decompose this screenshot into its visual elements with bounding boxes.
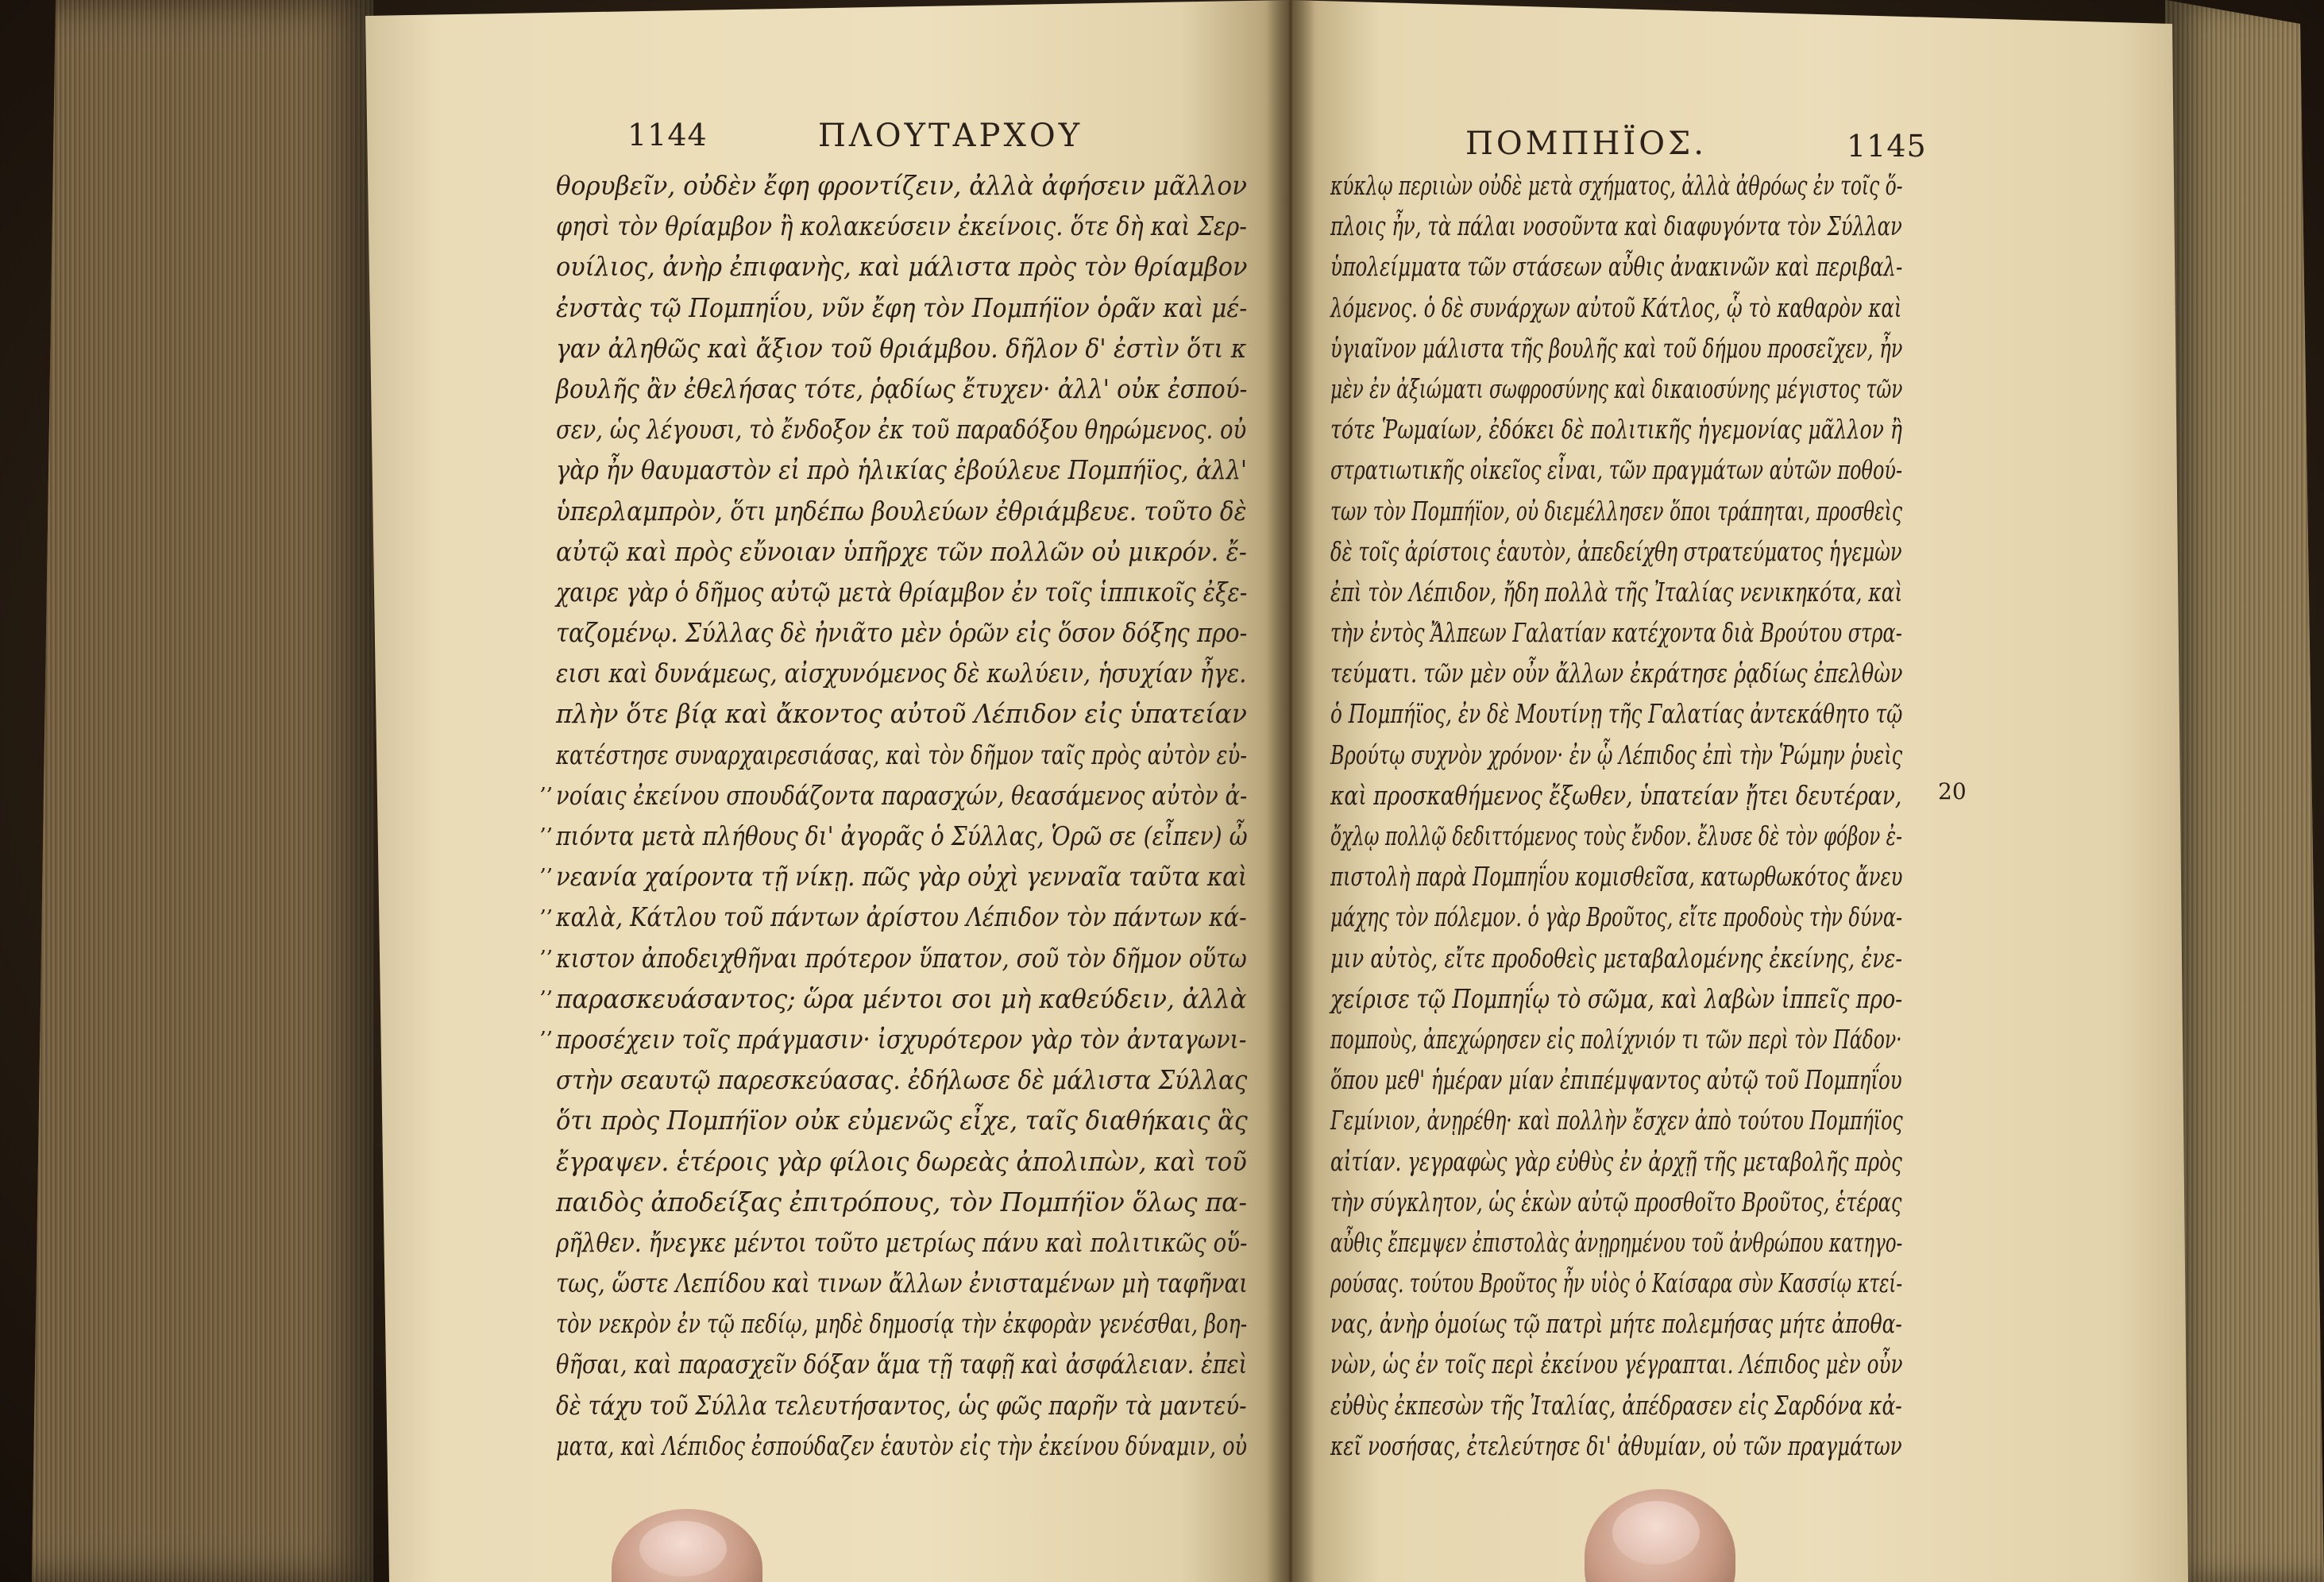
- text-line: τως, ὥστε Λεπίδου καὶ τινων ἄλλων ἐνισταμένων μὴ ταφῆναι: [556, 1268, 1248, 1299]
- text-line: πλὴν ὅτε βίᾳ καὶ ἄκοντος αὐτοῦ Λέπιδον εἰς ὑπατείαν: [556, 698, 1247, 730]
- text-line: των τὸν Πομπήϊον, οὐ διεμέλλησεν ὅποι τράπηται, προσθεὶς: [1330, 495, 1902, 527]
- text-line: νὼν, ὡς ἐν τοῖς περὶ ἐκείνου γέγραπται. Λέπιδος μὲν οὖν: [1330, 1349, 1903, 1380]
- text-line: κιστον ἀποδειχθῆναι πρότερον ὕπατον, σοῦ τὸν δῆμον οὕτω: [556, 942, 1247, 974]
- left-thumbnail: [639, 1521, 727, 1576]
- text-line: ὁ Πομπήϊος, ἐν δὲ Μουτίνῃ τῆς Γαλατίας ἀντεκάθητο τῷ: [1330, 698, 1903, 730]
- text-line: ρῆλθεν. ἤνεγκε μέντοι τοῦτο μετρίως πάνυ καὶ πολιτικῶς οὕ-: [556, 1226, 1248, 1258]
- text-line: ἐνστὰς τῷ Πομπηΐου, νῦν ἔφη τὸν Πομπήϊον ὁρᾶν καὶ μέ-: [556, 291, 1248, 323]
- book-gutter: [1267, 0, 1314, 1582]
- text-line: μάχης τὸν πόλεμον. ὁ γὰρ Βροῦτος, εἴτε προδοὺς τὴν δύνα-: [1330, 901, 1903, 933]
- text-line: πιστολὴ παρὰ Πομπηΐου κομισθεῖσα, κατωρθωκότος ἄνευ: [1330, 861, 1903, 893]
- text-line: ουίλιος, ἀνὴρ ἐπιφανὴς, καὶ μάλιστα πρὸς τὸν θρίαμβον: [556, 251, 1248, 283]
- left-page-body: [556, 165, 1255, 1466]
- text-line: πιόντα μετὰ πλήθους δι' ἀγορᾶς ὁ Σύλλας, Ὁρῶ σε (εἶπεν) ὦ: [556, 820, 1248, 851]
- text-line: παρασκευάσαντος; ὥρα μέντοι σοι μὴ καθεύδειν, ἀλλὰ: [556, 982, 1247, 1014]
- text-line: κατέστησε συναρχαιρεσιάσας, καὶ τὸν δῆμον ταῖς πρὸς αὐτὸν εὐ-: [556, 739, 1248, 770]
- left-page-edges: [0, 0, 373, 1582]
- text-line: κύκλῳ περιιὼν οὐδὲ μετὰ σχήματος, ἀλλὰ ἀθρόως ἐν τοῖς ὅ-: [1330, 170, 1903, 201]
- quote-mark: ,,: [540, 1015, 554, 1040]
- text-line: τὴν σύγκλητον, ὡς ἑκὼν αὐτῷ προσθοῖτο Βροῦτος, ἑτέρας: [1330, 1186, 1902, 1217]
- text-line: αἰτίαν. γεγραφὼς γὰρ εὐθὺς ἐν ἀρχῇ τῆς μεταβολῆς πρὸς: [1330, 1145, 1902, 1177]
- text-line: τὸν νεκρὸν ἐν τῷ πεδίῳ, μηδὲ δημοσίᾳ τὴν ἐκφορὰν γενέσθαι, βοη-: [556, 1308, 1248, 1340]
- text-line: ὅτι πρὸς Πομπήϊον οὐκ εὐμενῶς εἶχε, ταῖς διαθήκαις ἃς: [556, 1105, 1248, 1136]
- text-line: παιδὸς ἀποδείξας ἐπιτρόπους, τὸν Πομπήϊον ὅλως πα-: [556, 1186, 1247, 1217]
- left-quote-marks: [540, 763, 554, 1048]
- text-line: ρούσας. τούτου Βροῦτος ἦν υἱὸς ὁ Καίσαρα σὺν Κασσίῳ κτεί-: [1330, 1268, 1903, 1299]
- text-line: ὑπολείμματα τῶν στάσεων αὖθις ἀνακινῶν καὶ περιβαλ-: [1330, 251, 1903, 283]
- text-line: ὄχλῳ πολλῷ δεδιττόμενος τοὺς ἔνδον. ἔλυσε δὲ τὸν φόβον ἐ-: [1330, 820, 1902, 851]
- text-line: αὐτῷ καὶ πρὸς εὔνοιαν ὑπῆρχε τῶν πολλῶν οὐ μικρόν. ἔ-: [556, 535, 1247, 567]
- text-line: σεν, ὡς λέγουσι, τὸ ἔνδοξον ἐκ τοῦ παραδόξου θηρώμενος. οὐ: [556, 414, 1247, 446]
- text-line: κεῖ νοσήσας, ἐτελεύτησε δι' ἀθυμίαν, οὐ τῶν πραγμάτων: [1330, 1430, 1902, 1461]
- text-line: μὲν ἐν ἀξιώματι σωφροσύνης καὶ δικαιοσύνης μέγιστος τῶν: [1330, 372, 1903, 404]
- text-line: ὑπερλαμπρὸν, ὅτι μηδέπω βουλεύων ἐθριάμβευε. τοῦτο δὲ: [556, 495, 1247, 527]
- text-line: θορυβεῖν, οὐδὲν ἔφη φροντίζειν, ἀλλὰ ἀφήσειν μᾶλλον: [556, 170, 1248, 201]
- text-line: καλὰ, Κάτλου τοῦ πάντων ἀρίστου Λέπιδον τὸν πάντων κά-: [556, 901, 1247, 933]
- text-line: χαιρε γὰρ ὁ δῆμος αὐτῷ μετὰ θρίαμβον ἐν τοῖς ἱππικοῖς ἐξε-: [556, 576, 1248, 608]
- text-line: καὶ προσκαθήμενος ἔξωθεν, ὑπατείαν ᾔτει δευτέραν,: [1330, 779, 1902, 811]
- text-line: τότε Ῥωμαίων, ἐδόκει δὲ πολιτικῆς ἡγεμονίας μᾶλλον ἢ: [1330, 414, 1902, 446]
- text-line: τεύματι. τῶν μὲν οὖν ἄλλων ἐκράτησε ῥᾳδίως ἐπελθὼν: [1330, 658, 1903, 689]
- text-line: φησὶ τὸν θρίαμβον ἢ κολακεύσειν ἐκείνοις. ὅτε δὴ καὶ Σερ-: [556, 210, 1247, 242]
- text-line: αὖθις ἔπεμψεν ἐπιστολὰς ἀνῃρημένου τοῦ ἀνθρώπου κατηγο-: [1330, 1226, 1903, 1258]
- quote-mark: ,,: [540, 893, 554, 917]
- text-line: λόμενος. ὁ δὲ συνάρχων αὐτοῦ Κάτλος, ᾧ τὸ καθαρὸν καὶ: [1330, 291, 1902, 323]
- text-line: ταζομένῳ. Σύλλας δὲ ἠνιᾶτο μὲν ὁρῶν εἰς ὅσον δόξης προ-: [556, 617, 1248, 649]
- right-page-edges: [2165, 0, 2324, 1582]
- text-line: τὴν ἐντὸς Ἄλπεων Γαλατίαν κατέχοντα διὰ Βρούτου στρα-: [1330, 617, 1902, 649]
- text-line: προσέχειν τοῖς πράγμασιν· ἰσχυρότερον γὰρ τὸν ἀνταγωνι-: [556, 1023, 1247, 1055]
- quote-mark: ,,: [540, 974, 554, 998]
- quote-mark: ,,: [540, 812, 554, 836]
- text-line: νοίαις ἐκείνου σπουδάζοντα παρασχών, θεασάμενος αὐτὸν ἀ-: [556, 779, 1248, 811]
- right-page-body: [1330, 165, 2085, 1466]
- text-line: Βρούτῳ συχνὸν χρόνον· ἐν ᾧ Λέπιδος ἐπὶ τὴν Ῥώμην ῥυεὶς: [1330, 739, 1903, 770]
- text-line: πλοις ἦν, τὰ πάλαι νοσοῦντα καὶ διαφυγόντα τὸν Σύλλαν: [1330, 210, 1902, 242]
- right-running-head: ΠΟΜΠΗΪΟΣ.: [1465, 125, 1707, 162]
- text-line: εὐθὺς ἐκπεσὼν τῆς Ἰταλίας, ἀπέδρασεν εἰς Σαρδόνα κἀ-: [1330, 1389, 1902, 1421]
- text-line: Γεμίνιον, ἀνῃρέθη· καὶ πολλὴν ἔσχεν ἀπὸ τούτου Πομπήϊος: [1330, 1105, 1903, 1136]
- text-line: ματα, καὶ Λέπιδος ἐσπούδαζεν ἑαυτὸν εἰς τὴν ἐκείνου δύναμιν, οὐ: [556, 1430, 1248, 1461]
- text-line: δὲ τάχυ τοῦ Σύλλα τελευτήσαντος, ὡς φῶς παρῆν τὰ μαντεύ-: [556, 1389, 1247, 1421]
- right-thumbnail: [1612, 1501, 1700, 1565]
- text-line: ὅπου μεθ' ἡμέραν μίαν ἐπιπέμψαντος αὐτῷ τοῦ Πομπηΐου: [1330, 1064, 1902, 1096]
- text-line: νεανία χαίροντα τῇ νίκῃ. πῶς γὰρ οὐχὶ γενναῖα ταῦτα καὶ: [556, 861, 1248, 893]
- left-running-head: ΠΛΟΥΤΑΡΧΟΥ: [818, 118, 1083, 154]
- margin-note: 20: [1938, 778, 1967, 805]
- text-line: ἐπὶ τὸν Λέπιδον, ἤδη πολλὰ τῆς Ἰταλίας νενικηκότα, καὶ: [1330, 576, 1903, 608]
- text-line: δὲ τοῖς ἀρίστοις ἑαυτὸν, ἀπεδείχθη στρατεύματος ἡγεμὼν: [1330, 535, 1902, 567]
- text-line: ὑγιαῖνον μάλιστα τῆς βουλῆς καὶ τοῦ δήμου προσεῖχεν, ἦν: [1330, 332, 1903, 364]
- text-line: νας, ἀνὴρ ὁμοίως τῷ πατρὶ μήτε πολεμήσας μήτε ἀποθα-: [1330, 1308, 1902, 1340]
- text-line: χείρισε τῷ Πομπηΐῳ τὸ σῶμα, καὶ λαβὼν ἱππεῖς προ-: [1330, 982, 1903, 1014]
- quote-mark: ,,: [540, 852, 554, 877]
- text-line: ἔγραψεν. ἑτέροις γὰρ φίλοις δωρεὰς ἀπολιπὼν, καὶ τοῦ: [556, 1145, 1247, 1177]
- text-line: στὴν σεαυτῷ παρεσκεύασας. ἐδήλωσε δὲ μάλιστα Σύλλας: [556, 1064, 1248, 1096]
- left-page-number: 1144: [627, 118, 708, 152]
- text-line: μιν αὐτὸς, εἴτε προδοθεὶς μεταβαλομένης ἐκείνης, ἐνε-: [1330, 942, 1903, 974]
- text-line: πομποὺς, ἀπεχώρησεν εἰς πολίχνιόν τι τῶν περὶ τὸν Πάδον·: [1330, 1023, 1902, 1055]
- text-line: στρατιωτικῆς οἰκεῖος εἶναι, τῶν πραγμάτων αὐτῶν ποθού-: [1330, 454, 1903, 486]
- text-line: γὰρ ἦν θαυμαστὸν εἰ πρὸ ἡλικίας ἐβούλευε Πομπήϊος, ἀλλ': [556, 454, 1247, 486]
- right-page-number: 1145: [1847, 129, 1927, 164]
- text-line: εισι καὶ δυνάμεως, αἰσχυνόμενος δὲ κωλύειν, ἡσυχίαν ἦγε.: [556, 658, 1247, 689]
- text-line: βουλῆς ἂν ἐθελήσας τότε, ῥᾳδίως ἔτυχεν· ἀλλ' οὐκ ἐσπού-: [556, 372, 1248, 404]
- quote-mark: ,,: [540, 933, 554, 958]
- text-line: γαν ἀληθῶς καὶ ἄξιον τοῦ θριάμβου. δῆλον δ' ἐστὶν ὅτι κ: [556, 332, 1247, 364]
- quote-mark: ,,: [540, 771, 554, 795]
- text-line: θῆσαι, καὶ παρασχεῖν δόξαν ἅμα τῇ ταφῇ καὶ ἀσφάλειαν. ἐπεὶ: [556, 1349, 1248, 1380]
